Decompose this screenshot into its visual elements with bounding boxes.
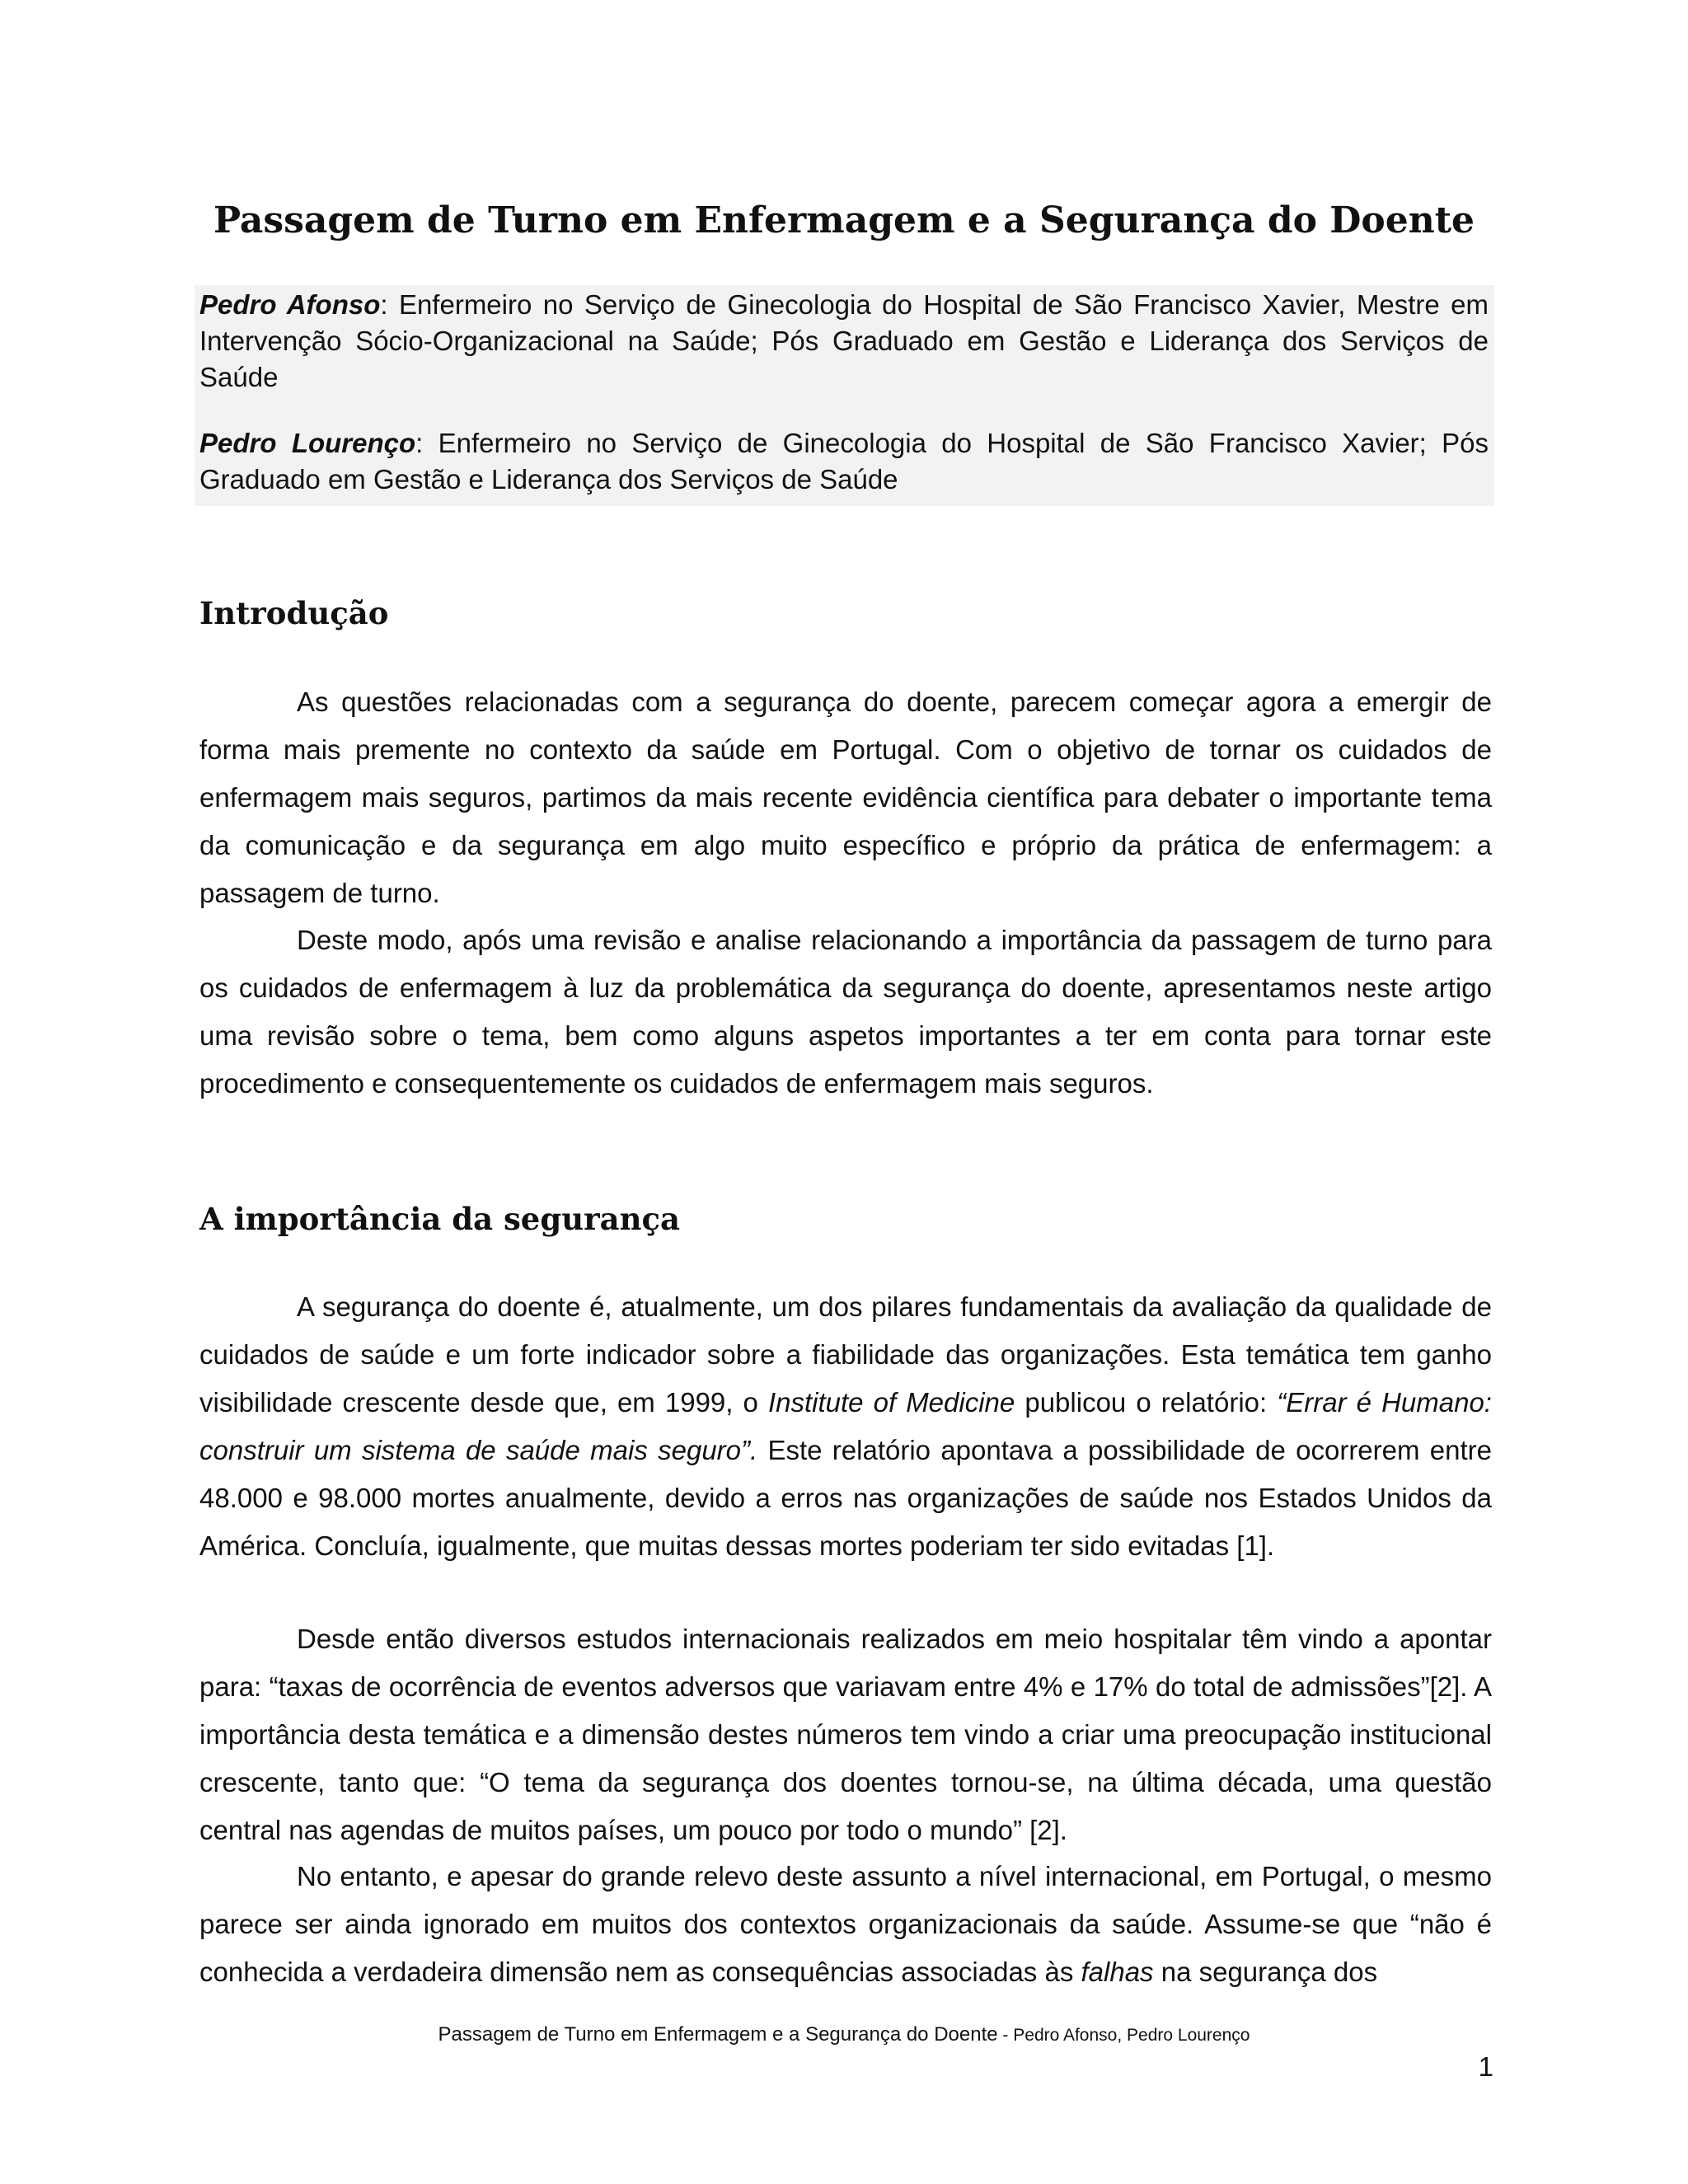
author-description: : Enfermeiro no Serviço de Ginecologia do Hospital de São Francisco Xavier; Pós Graduado em Gestão e Liderança dos Serviços de Saúde xyxy=(199,428,1489,494)
emphasis-falhas: falhas xyxy=(1081,1957,1154,1987)
footer-authors: - Pedro Afonso, Pedro Lourenço xyxy=(997,2026,1250,2045)
footer-title: Passagem de Turno em Enfermagem e a Segurança do Doente xyxy=(438,2023,998,2046)
paragraph-text: publicou o relatório: xyxy=(1015,1387,1278,1418)
section-heading-importancia-seguranca: A importância da segurança xyxy=(199,1201,680,1237)
institute-name: Institute of Medicine xyxy=(767,1387,1015,1418)
page-title: Passagem de Turno em Enfermagem e a Segurança do Doente xyxy=(213,199,1475,241)
paragraph-text: A segurança do doente é, atualmente, um dos pilares fundamentais da avaliação da qualidade de cuidados de saúde e um forte indicador sobre a fiabilidade das organizações. Esta temática tem ganho visibilidade crescente desde que, em 1999, o xyxy=(199,1291,1492,1418)
page-number: 1 xyxy=(1478,2051,1493,2082)
author-name: Pedro Afonso xyxy=(199,289,381,320)
author-info-box xyxy=(195,285,1494,506)
body-paragraph xyxy=(199,1853,1492,1996)
section-heading-introducao: Introdução xyxy=(199,595,389,631)
author-entry xyxy=(199,287,1489,396)
author-name: Pedro Lourenço xyxy=(199,428,416,458)
report-title: “Errar é Humano: construir um sistema de saúde mais seguro”. xyxy=(199,1387,1492,1465)
body-paragraph: As questões relacionadas com a segurança do doente, parecem começar agora a emergir de forma mais premente no contexto da saúde em Portugal. Com o objetivo de tornar os cuidados de enfermagem mais seguros, partimos da mais recente evidência científica para debater o importante tema da comunicação e da segurança em algo muito específico e próprio da prática de enfermagem: a passagem de turno. xyxy=(199,687,1492,908)
body-paragraph: Deste modo, após uma revisão e analise relacionando a importância da passagem de turno para os cuidados de enfermagem à luz da problemática da segurança do doente, apresentamos neste artigo uma revisão sobre o tema, bem como alguns aspetos importantes a ter em conta para tornar este procedimento e consequentemente os cuidados de enfermagem mais seguros. xyxy=(199,925,1492,1099)
body-paragraph: Desde então diversos estudos internacionais realizados em meio hospitalar têm vindo a apontar para: “taxas de ocorrência de eventos adversos que variavam entre 4% e 17% do total de admissões”[2]. A importância desta temática e a dimensão destes números tem vindo a criar uma preocupação institucional crescente, tanto que: “O tema da segurança dos doentes tornou-se, na última década, uma questão central nas agendas de muitos países, um pouco por todo o mundo” [2]. xyxy=(199,1624,1492,1845)
page-footer xyxy=(0,2022,1688,2049)
author-entry xyxy=(199,425,1489,498)
paragraph-text: No entanto, e apesar do grande relevo deste assunto a nível internacional, em Portugal, o mesmo parece ser ainda ignorado em muitos dos contextos organizacionais da saúde. Assume-se que “não é conhecida a verdadeira dimensão nem as consequências associadas às xyxy=(199,1861,1492,1987)
author-description: : Enfermeiro no Serviço de Ginecologia do Hospital de São Francisco Xavier, Mestre em Intervenção Sócio-Organizacional na Saúde; Pós Graduado em Gestão e Liderança dos Serviços de Saúde xyxy=(199,289,1489,392)
paragraph-text: na segurança dos xyxy=(1153,1957,1378,1987)
body-paragraph xyxy=(199,1283,1492,1570)
paragraph-text: Este relatório apontava a possibilidade de ocorrerem entre 48.000 e 98.000 mortes anualmente, devido a erros nas organizações de saúde nos Estados Unidos da América. Concluía, igualmente, que muitas dessas mortes poderiam ter sido evitadas [1]. xyxy=(199,1435,1493,1561)
